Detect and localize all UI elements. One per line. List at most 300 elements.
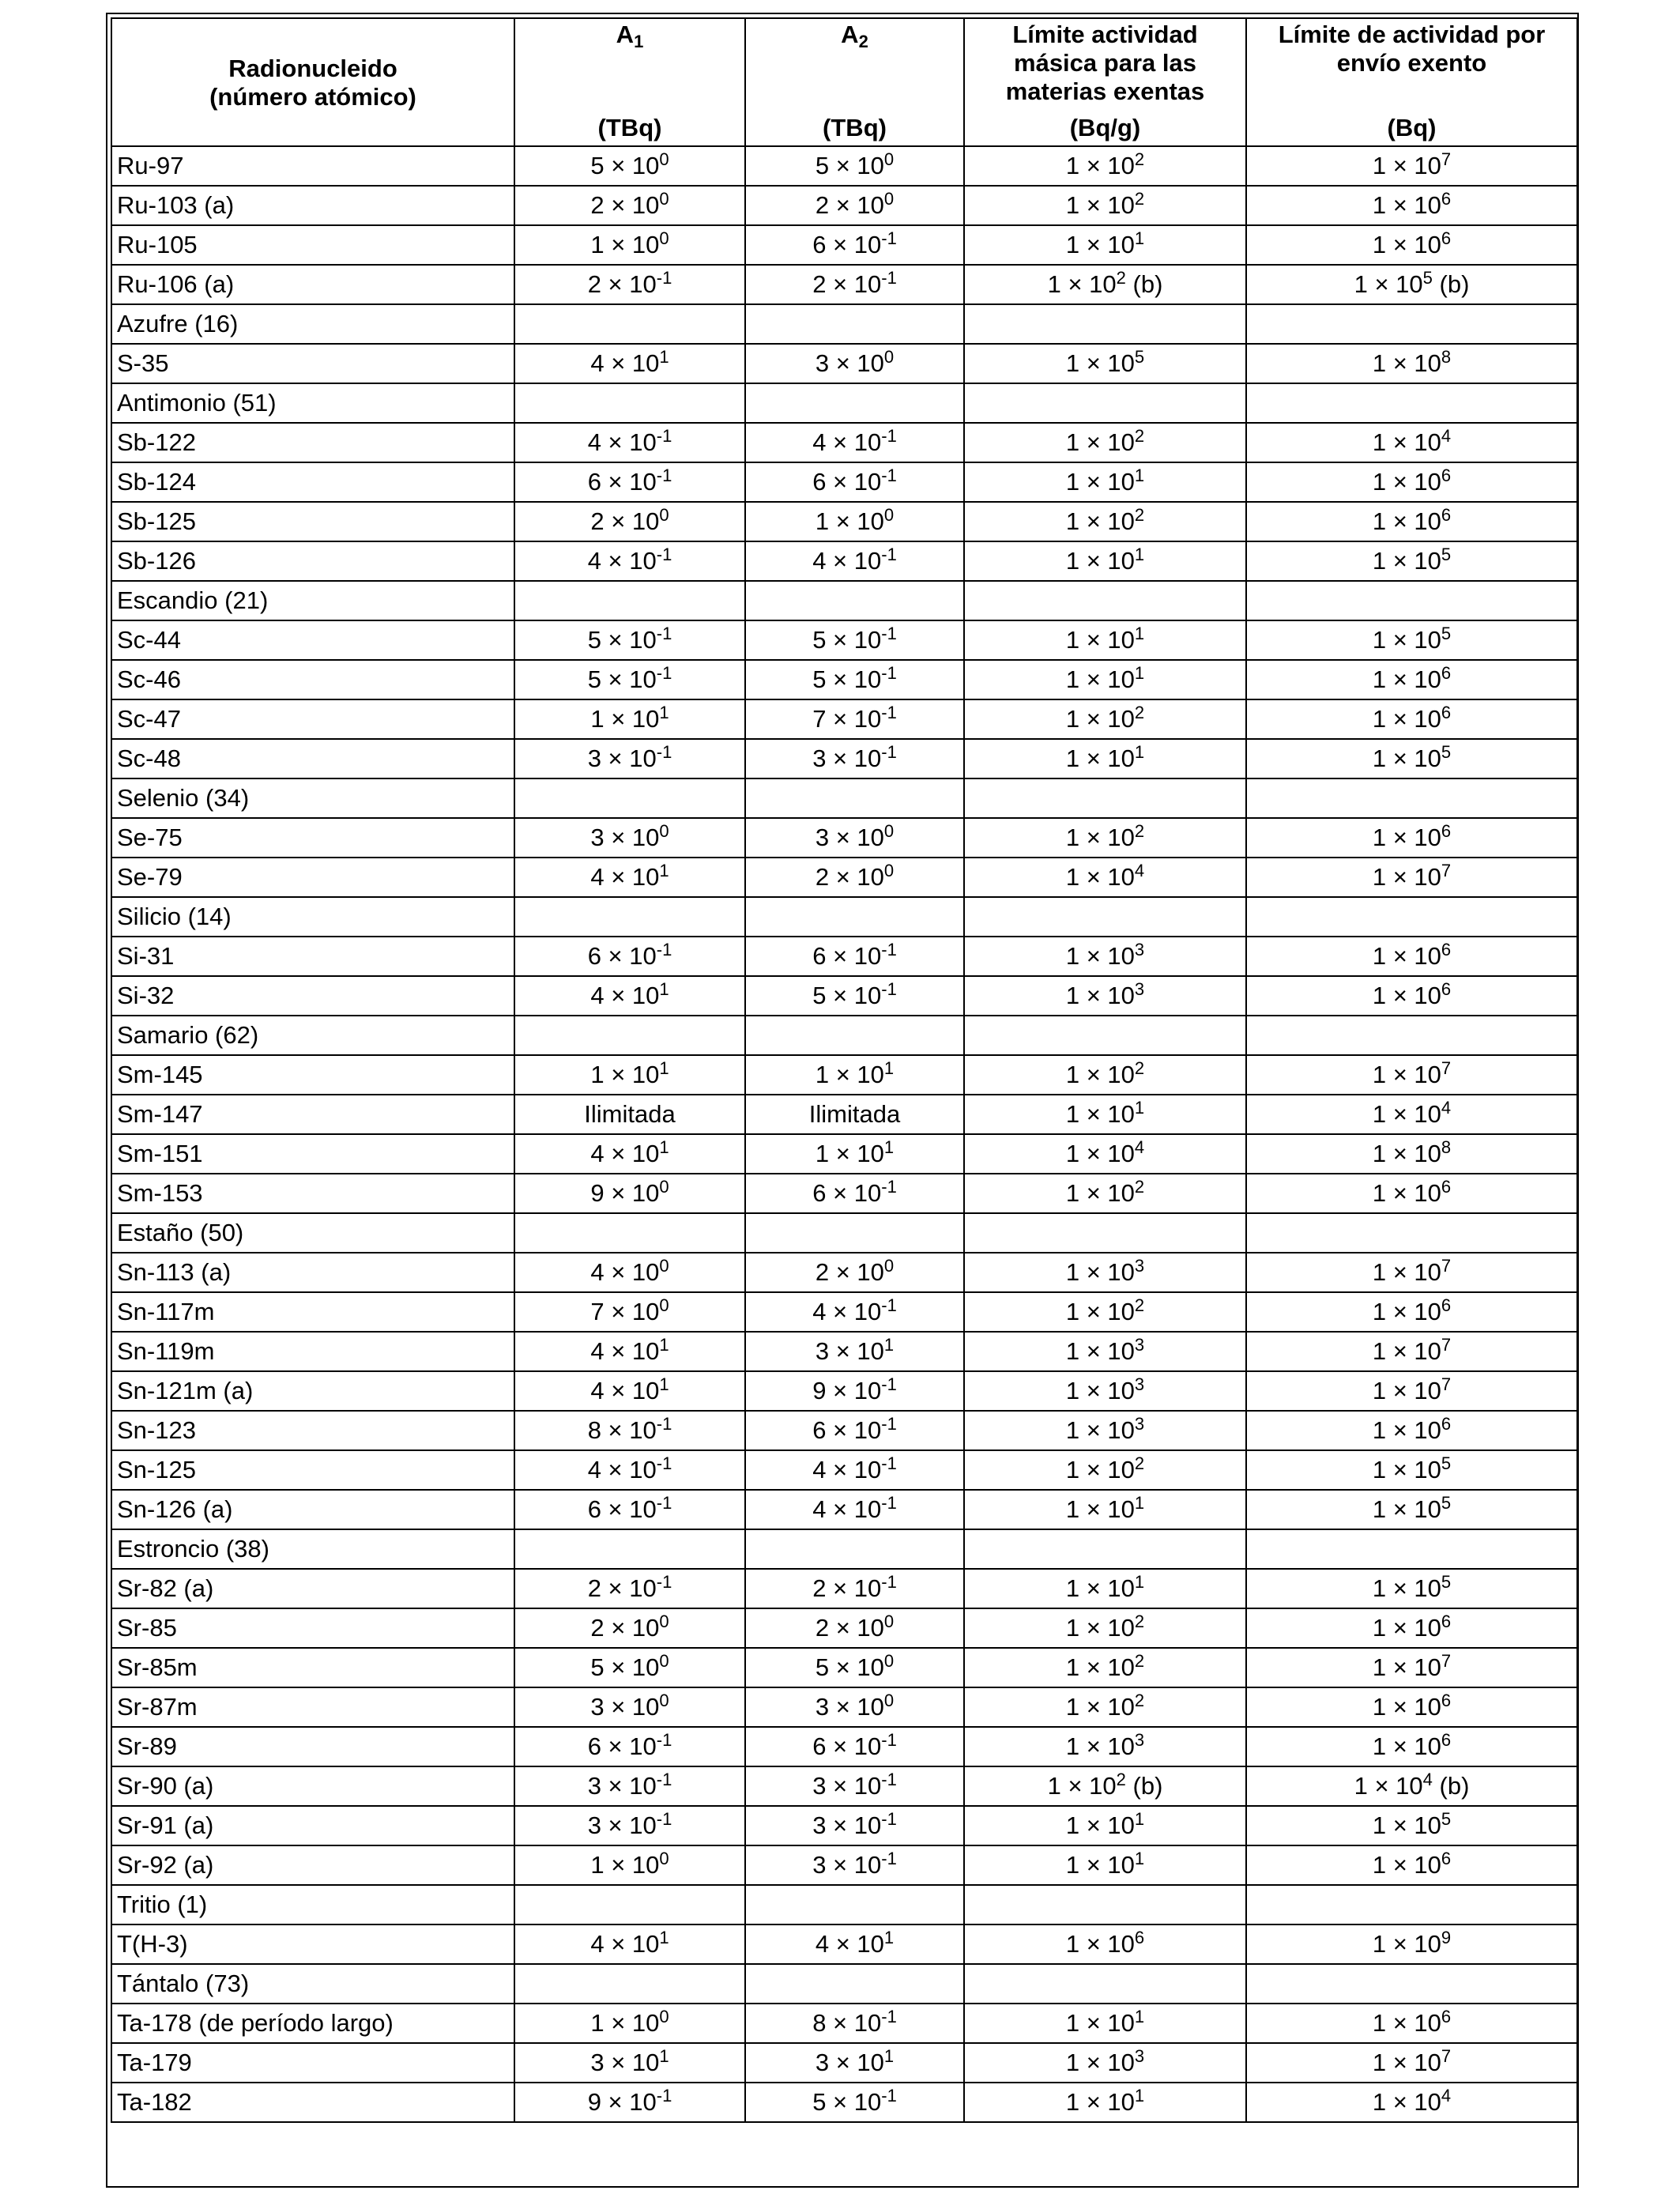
value-base: 1 × 10 xyxy=(590,1851,660,1879)
a2-cell xyxy=(745,1885,964,1924)
nuclide-name-cell: Sn-125 xyxy=(111,1450,514,1490)
element-name-cell: Antimonio (51) xyxy=(111,383,514,423)
a1-cell xyxy=(514,1529,745,1569)
header-a1-unit: (TBq) xyxy=(597,114,662,141)
mass-limit-cell xyxy=(964,1134,1246,1174)
mass-limit-cell xyxy=(964,660,1246,699)
value-exponent: 3 xyxy=(1134,2046,1145,2066)
header-mass-limit-unit: (Bq/g) xyxy=(1069,114,1141,141)
value-exponent: 1 xyxy=(659,1137,669,1157)
value-exponent: 0 xyxy=(883,861,895,880)
a1-cell xyxy=(514,344,745,383)
value-exponent: 1 xyxy=(1134,466,1145,485)
value-base: 3 × 10 xyxy=(590,2049,660,2076)
value-base: 1 × 10 xyxy=(1372,1456,1441,1483)
header-radionuclide xyxy=(111,18,514,146)
value-base: 1 × 10 xyxy=(1065,1298,1135,1325)
value-base: 1 × 10 xyxy=(1372,1061,1441,1088)
nuclide-name-cell: Sn-117m xyxy=(111,1292,514,1332)
value-exponent: -1 xyxy=(656,268,672,288)
nuclide-name-cell: Ru-105 xyxy=(111,225,514,265)
value-exponent: 2 xyxy=(1134,1058,1145,1078)
value-base: 6 × 10 xyxy=(587,1732,657,1760)
value-exponent: 7 xyxy=(1441,2046,1452,2066)
value-base: 1 × 10 xyxy=(1065,1456,1135,1483)
consignment-limit-cell xyxy=(1246,699,1577,739)
a2-cell xyxy=(745,1095,964,1134)
consignment-limit-cell xyxy=(1246,1687,1577,1727)
consignment-limit-cell xyxy=(1246,1095,1577,1134)
a2-cell xyxy=(745,976,964,1016)
value-base: 4 × 10 xyxy=(590,1930,660,1958)
value-exponent: -1 xyxy=(881,1295,897,1315)
value-base: 1 × 10 xyxy=(1354,1772,1423,1800)
value-exponent: 6 xyxy=(1134,1928,1145,1947)
value-base: 1 × 10 xyxy=(1372,1337,1441,1365)
value-exponent: -1 xyxy=(656,426,672,446)
a2-cell xyxy=(745,1924,964,1964)
mass-limit-cell xyxy=(964,1450,1246,1490)
value-exponent: 1 xyxy=(1134,1849,1145,1868)
value-exponent: 0 xyxy=(883,1612,895,1631)
value-exponent: 1 xyxy=(1134,742,1145,762)
value-base: 4 × 10 xyxy=(587,1456,657,1483)
value-exponent: 6 xyxy=(1441,821,1452,841)
mass-limit-cell xyxy=(964,1648,1246,1687)
value-exponent: 1 xyxy=(659,861,669,880)
table-row xyxy=(111,1687,1577,1727)
mass-limit-cell xyxy=(964,1332,1246,1371)
value-base: 4 × 10 xyxy=(590,349,660,377)
a2-cell xyxy=(745,383,964,423)
value-exponent: 5 xyxy=(1441,545,1452,564)
a2-cell xyxy=(745,2043,964,2083)
a2-cell xyxy=(745,1727,964,1766)
element-group-row xyxy=(111,1016,1577,1055)
value-exponent: 0 xyxy=(883,821,895,841)
value-base: 6 × 10 xyxy=(812,942,882,970)
value-exponent: 2 xyxy=(1134,821,1145,841)
nuclide-name-cell: Sb-124 xyxy=(111,462,514,502)
mass-limit-cell xyxy=(964,383,1246,423)
consignment-limit-cell xyxy=(1246,897,1577,937)
a2-cell xyxy=(745,1174,964,1213)
value-base: 2 × 10 xyxy=(812,270,882,298)
mass-limit-cell xyxy=(964,858,1246,897)
value-base: 1 × 10 xyxy=(1065,1851,1135,1879)
value-base: 1 × 10 xyxy=(1065,824,1135,851)
value-exponent: 0 xyxy=(659,1612,669,1631)
a1-cell xyxy=(514,423,745,462)
value-exponent: 2 xyxy=(1134,1295,1145,1315)
value-base: 6 × 10 xyxy=(812,1179,882,1207)
a2-cell xyxy=(745,1845,964,1885)
value-exponent: 3 xyxy=(1134,1335,1145,1355)
value-exponent: -1 xyxy=(656,2086,672,2105)
nuclide-name-cell: Ru-97 xyxy=(111,146,514,186)
mass-limit-cell xyxy=(964,2004,1246,2043)
consignment-limit-cell xyxy=(1246,620,1577,660)
element-name-cell: Samario (62) xyxy=(111,1016,514,1055)
a2-cell xyxy=(745,265,964,304)
value-base: 5 × 10 xyxy=(812,665,882,693)
value-base: 1 × 10 xyxy=(1372,1653,1441,1681)
value-base: 1 × 10 xyxy=(1372,626,1441,654)
value-exponent: 6 xyxy=(1441,940,1452,959)
a1-cell xyxy=(514,462,745,502)
value-base: 1 × 10 xyxy=(1372,2049,1441,2076)
value-base: 1 × 10 xyxy=(1065,1614,1135,1642)
value-base: 6 × 10 xyxy=(812,1732,882,1760)
value-exponent: 4 xyxy=(1422,1770,1433,1789)
value-base: 1 × 10 xyxy=(1372,349,1441,377)
a2-cell xyxy=(745,1529,964,1569)
value-exponent: 3 xyxy=(1134,1414,1145,1434)
value-exponent: 0 xyxy=(659,228,669,248)
nuclide-name-cell: Si-32 xyxy=(111,976,514,1016)
value-base: 2 × 10 xyxy=(812,1574,882,1602)
mass-limit-cell xyxy=(964,1490,1246,1529)
value-note: (b) xyxy=(1125,270,1163,298)
mass-limit-cell xyxy=(964,502,1246,541)
value-exponent: 1 xyxy=(1134,663,1145,683)
value-base: 1 × 10 xyxy=(1372,1140,1441,1167)
consignment-limit-cell xyxy=(1246,1411,1577,1450)
value-base: 1 × 10 xyxy=(1065,1732,1135,1760)
document-frame xyxy=(106,13,1579,2188)
consignment-limit-cell xyxy=(1246,186,1577,225)
consignment-limit-cell xyxy=(1246,2083,1577,2122)
value-base: 1 × 10 xyxy=(1372,1100,1441,1128)
value-exponent: 5 xyxy=(1441,742,1452,762)
a2-cell xyxy=(745,462,964,502)
consignment-limit-cell xyxy=(1246,937,1577,976)
value-base: 1 × 10 xyxy=(590,705,660,733)
a2-cell xyxy=(745,1964,964,2004)
value-exponent: 0 xyxy=(659,149,669,169)
value-exponent: -1 xyxy=(881,1809,897,1829)
consignment-limit-cell xyxy=(1246,383,1577,423)
header-consignment-limit-unit: (Bq) xyxy=(1387,114,1437,141)
value-base: 1 × 10 xyxy=(1065,428,1135,456)
value-base: 1 × 10 xyxy=(1372,1614,1441,1642)
a1-cell xyxy=(514,1885,745,1924)
mass-limit-cell xyxy=(964,1885,1246,1924)
value-exponent: 2 xyxy=(1116,1770,1126,1789)
value-note: (b) xyxy=(1125,1772,1163,1800)
element-name-cell: Azufre (16) xyxy=(111,304,514,344)
mass-limit-cell xyxy=(964,2043,1246,2083)
value-base: Ilimitada xyxy=(808,1100,901,1128)
value-base: 1 × 10 xyxy=(1372,1377,1441,1404)
table-row xyxy=(111,937,1577,976)
value-base: 1 × 10 xyxy=(1065,507,1135,535)
element-group-row xyxy=(111,1964,1577,2004)
element-group-row xyxy=(111,778,1577,818)
table-row xyxy=(111,1450,1577,1490)
table-row xyxy=(111,620,1577,660)
value-exponent: -1 xyxy=(881,624,897,643)
a2-cell xyxy=(745,1806,964,1845)
value-exponent: 6 xyxy=(1441,466,1452,485)
a2-cell xyxy=(745,1766,964,1806)
a1-cell xyxy=(514,1806,745,1845)
value-base: 4 × 10 xyxy=(590,1140,660,1167)
header-a1-label: A1 xyxy=(616,21,644,51)
nuclide-name-cell: Sn-119m xyxy=(111,1332,514,1371)
mass-limit-cell xyxy=(964,265,1246,304)
value-base: 1 × 10 xyxy=(1065,468,1135,496)
table-row xyxy=(111,1292,1577,1332)
table-row xyxy=(111,1332,1577,1371)
value-exponent: -1 xyxy=(656,1493,672,1513)
value-exponent: 1 xyxy=(1134,545,1145,564)
value-base: 2 × 10 xyxy=(587,270,657,298)
value-base: 4 × 10 xyxy=(590,1258,660,1286)
table-row xyxy=(111,462,1577,502)
table-row xyxy=(111,2083,1577,2122)
mass-limit-cell xyxy=(964,1174,1246,1213)
value-exponent: -1 xyxy=(656,466,672,485)
a1-cell xyxy=(514,2043,745,2083)
mass-limit-cell xyxy=(964,1253,1246,1292)
a1-cell xyxy=(514,660,745,699)
value-base: 1 × 10 xyxy=(590,231,660,258)
value-exponent: -1 xyxy=(656,663,672,683)
value-base: 1 × 10 xyxy=(1065,1377,1135,1404)
value-base: 1 × 10 xyxy=(1354,270,1423,298)
a2-cell xyxy=(745,1292,964,1332)
consignment-limit-cell xyxy=(1246,818,1577,858)
value-base: 1 × 10 xyxy=(1372,665,1441,693)
value-exponent: 2 xyxy=(1134,149,1145,169)
value-base: 1 × 10 xyxy=(815,1140,884,1167)
value-base: 1 × 10 xyxy=(1065,1416,1135,1444)
mass-limit-cell xyxy=(964,778,1246,818)
value-exponent: 7 xyxy=(1441,1651,1452,1671)
mass-limit-cell xyxy=(964,423,1246,462)
mass-limit-cell xyxy=(964,541,1246,581)
value-base: 1 × 10 xyxy=(1065,626,1135,654)
mass-limit-cell xyxy=(964,897,1246,937)
value-exponent: 8 xyxy=(1441,347,1452,367)
value-exponent: 1 xyxy=(883,1058,895,1078)
a1-cell xyxy=(514,1727,745,1766)
value-exponent: 1 xyxy=(659,1058,669,1078)
mass-limit-cell xyxy=(964,1095,1246,1134)
value-base: 1 × 10 xyxy=(1372,824,1441,851)
header-row xyxy=(111,18,1577,146)
element-name-cell: Estaño (50) xyxy=(111,1213,514,1253)
a2-cell xyxy=(745,1411,964,1450)
value-base: 4 × 10 xyxy=(815,1930,884,1958)
a1-cell xyxy=(514,2004,745,2043)
mass-limit-cell xyxy=(964,1411,1246,1450)
a2-cell xyxy=(745,581,964,620)
a2-cell xyxy=(745,2004,964,2043)
table-row xyxy=(111,1727,1577,1766)
value-base: 1 × 10 xyxy=(1065,1653,1135,1681)
value-base: 1 × 10 xyxy=(1065,1930,1135,1958)
value-exponent: -1 xyxy=(881,1849,897,1868)
value-base: 1 × 10 xyxy=(1372,1179,1441,1207)
a2-cell xyxy=(745,660,964,699)
value-base: 7 × 10 xyxy=(812,705,882,733)
a1-cell xyxy=(514,186,745,225)
a2-cell xyxy=(745,1253,964,1292)
value-exponent: 5 xyxy=(1441,1809,1452,1829)
table-row xyxy=(111,1608,1577,1648)
value-base: 3 × 10 xyxy=(815,349,884,377)
consignment-limit-cell xyxy=(1246,660,1577,699)
value-exponent: 3 xyxy=(1134,940,1145,959)
value-exponent: 0 xyxy=(659,1177,669,1197)
value-base: 1 × 10 xyxy=(1372,863,1441,891)
a1-cell xyxy=(514,620,745,660)
a2-cell xyxy=(745,1687,964,1727)
value-base: 4 × 10 xyxy=(812,1298,882,1325)
a2-cell xyxy=(745,304,964,344)
element-name-cell: Tritio (1) xyxy=(111,1885,514,1924)
value-base: 1 × 10 xyxy=(1065,745,1135,772)
value-base: 1 × 10 xyxy=(1372,745,1441,772)
element-group-row xyxy=(111,897,1577,937)
value-base: 1 × 10 xyxy=(1372,428,1441,456)
value-exponent: 6 xyxy=(1441,703,1452,722)
value-base: 2 × 10 xyxy=(590,1614,660,1642)
a1-cell xyxy=(514,581,745,620)
value-exponent: 8 xyxy=(1441,1137,1452,1157)
radionuclide-table xyxy=(111,17,1578,2123)
nuclide-name-cell: Sm-147 xyxy=(111,1095,514,1134)
value-base: 1 × 10 xyxy=(1372,1298,1441,1325)
value-exponent: 5 xyxy=(1134,347,1145,367)
mass-limit-cell xyxy=(964,1292,1246,1332)
a1-cell xyxy=(514,739,745,778)
value-base: 4 × 10 xyxy=(587,547,657,575)
value-base: 1 × 10 xyxy=(590,2009,660,2037)
value-note: (b) xyxy=(1432,270,1470,298)
a2-cell xyxy=(745,620,964,660)
value-base: 1 × 10 xyxy=(1372,2088,1441,2116)
value-base: 4 × 10 xyxy=(590,863,660,891)
consignment-limit-cell xyxy=(1246,1174,1577,1213)
mass-limit-cell xyxy=(964,739,1246,778)
value-exponent: -1 xyxy=(881,466,897,485)
value-exponent: 7 xyxy=(1441,149,1452,169)
value-exponent: 1 xyxy=(659,703,669,722)
value-exponent: -1 xyxy=(881,2086,897,2105)
a2-cell xyxy=(745,1569,964,1608)
mass-limit-cell xyxy=(964,1924,1246,1964)
value-exponent: 3 xyxy=(1134,979,1145,999)
nuclide-name-cell: Sr-89 xyxy=(111,1727,514,1766)
value-exponent: 2 xyxy=(1134,189,1145,209)
value-exponent: 5 xyxy=(1422,268,1433,288)
mass-limit-cell xyxy=(964,699,1246,739)
table-row xyxy=(111,186,1577,225)
value-base: 5 × 10 xyxy=(590,1653,660,1681)
value-base: 2 × 10 xyxy=(815,1614,884,1642)
value-exponent: -1 xyxy=(881,703,897,722)
value-base: 4 × 10 xyxy=(590,1337,660,1365)
a1-cell xyxy=(514,1055,745,1095)
a2-cell xyxy=(745,818,964,858)
value-exponent: 1 xyxy=(1134,1572,1145,1592)
nuclide-name-cell: Sc-48 xyxy=(111,739,514,778)
consignment-limit-cell xyxy=(1246,1213,1577,1253)
value-exponent: 6 xyxy=(1441,1612,1452,1631)
nuclide-name-cell: Se-75 xyxy=(111,818,514,858)
value-base: 5 × 10 xyxy=(815,1653,884,1681)
table-row xyxy=(111,225,1577,265)
consignment-limit-cell xyxy=(1246,976,1577,1016)
value-exponent: 1 xyxy=(659,2046,669,2066)
a2-cell xyxy=(745,1648,964,1687)
header-a2 xyxy=(745,18,964,146)
consignment-limit-cell xyxy=(1246,1016,1577,1055)
mass-limit-cell xyxy=(964,462,1246,502)
nuclide-name-cell: Ta-182 xyxy=(111,2083,514,2122)
table-row xyxy=(111,858,1577,897)
nuclide-name-cell: Sm-151 xyxy=(111,1134,514,1174)
header-mass-limit-label: Límite actividad másica para las materias exentas xyxy=(1005,21,1205,105)
value-exponent: 0 xyxy=(883,1691,895,1710)
consignment-limit-cell xyxy=(1246,1450,1577,1490)
mass-limit-cell xyxy=(964,1964,1246,2004)
value-exponent: 0 xyxy=(659,1256,669,1276)
value-exponent: 0 xyxy=(659,1651,669,1671)
value-base: 5 × 10 xyxy=(590,152,660,179)
a1-cell xyxy=(514,937,745,976)
value-exponent: -1 xyxy=(881,268,897,288)
a2-cell xyxy=(745,778,964,818)
a1-cell xyxy=(514,1450,745,1490)
value-exponent: -1 xyxy=(881,1770,897,1789)
mass-limit-cell xyxy=(964,304,1246,344)
value-exponent: 0 xyxy=(883,1651,895,1671)
a1-cell xyxy=(514,1292,745,1332)
value-exponent: 1 xyxy=(883,2046,895,2066)
value-exponent: -1 xyxy=(881,979,897,999)
value-exponent: -1 xyxy=(656,1770,672,1789)
nuclide-name-cell: Ta-179 xyxy=(111,2043,514,2083)
nuclide-name-cell: Si-31 xyxy=(111,937,514,976)
value-exponent: 7 xyxy=(1441,861,1452,880)
table-row xyxy=(111,1766,1577,1806)
nuclide-name-cell: Sr-85m xyxy=(111,1648,514,1687)
mass-limit-cell xyxy=(964,225,1246,265)
value-base: 1 × 10 xyxy=(1065,982,1135,1009)
value-base: 3 × 10 xyxy=(590,824,660,851)
value-base: 1 × 10 xyxy=(1065,942,1135,970)
nuclide-name-cell: Sr-85 xyxy=(111,1608,514,1648)
value-base: 2 × 10 xyxy=(815,191,884,219)
table-row xyxy=(111,2004,1577,2043)
consignment-limit-cell xyxy=(1246,225,1577,265)
nuclide-name-cell: Sn-126 (a) xyxy=(111,1490,514,1529)
value-base: 3 × 10 xyxy=(812,1772,882,1800)
table-row xyxy=(111,1411,1577,1450)
a1-cell xyxy=(514,818,745,858)
table-row xyxy=(111,502,1577,541)
value-base: 1 × 10 xyxy=(1065,1100,1135,1128)
value-base: 4 × 10 xyxy=(587,428,657,456)
mass-limit-cell xyxy=(964,344,1246,383)
value-exponent: 6 xyxy=(1441,189,1452,209)
value-exponent: -1 xyxy=(881,228,897,248)
consignment-limit-cell xyxy=(1246,1055,1577,1095)
